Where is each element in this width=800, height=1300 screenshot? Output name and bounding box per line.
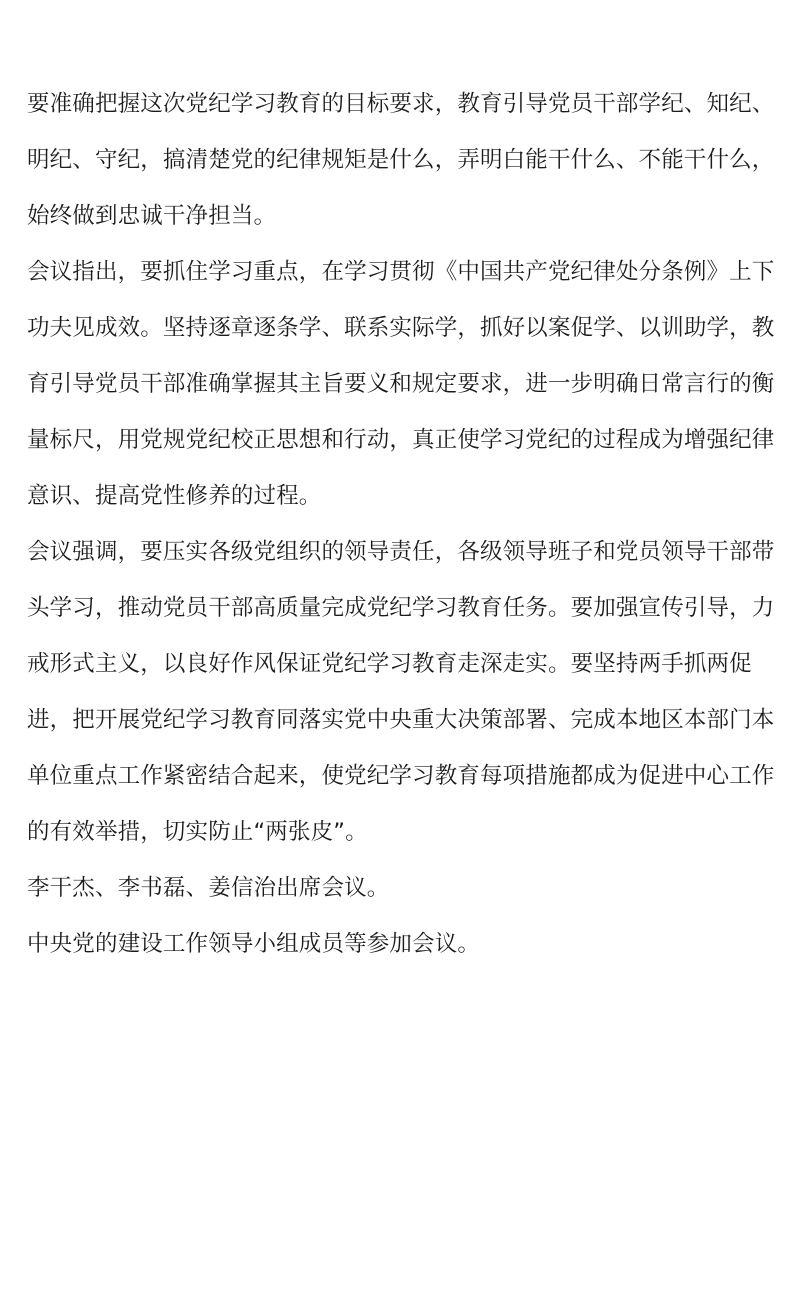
- paragraph-study-focus: 会议指出，要抓住学习重点，在学习贯彻《中国共产党纪律处分条例》上下功夫见成效。坚持逐章逐条学、联系实际学，抓好以案促学、以训助学，教育引导党员干部准确掌握其主旨要义和规定要求，进一步明确日常言行的衡量标尺，用党规党纪校正思想和行动，真正使学习党纪的过程成为增强纪律意识、提高党性修养的过程。: [27, 259, 775, 509]
- paragraph-participants: 中央党的建设工作领导小组成员等参加会议。: [27, 931, 481, 957]
- paragraph-discipline-goals: 要准确把握这次党纪学习教育的目标要求，教育引导党员干部学纪、知纪、明纪、守纪，搞清楚党的纪律规矩是什么，弄明白能干什么、不能干什么，始终做到忠诚干净担当。: [27, 91, 775, 229]
- paragraph-attendees: 李干杰、李书磊、姜信治出席会议。: [27, 875, 390, 901]
- paragraph-leadership-responsibility: 会议强调，要压实各级党组织的领导责任，各级领导班子和党员领导干部带头学习，推动党员干部高质量完成党纪学习教育任务。要加强宣传引导，力戒形式主义，以良好作风保证党纪学习教育走深走实。要坚持两手抓两促进，把开展党纪学习教育同落实党中央重大决策部署、完成本地区本部门本单位重点工作紧密结合起来，使党纪学习教育每项措施都成为促进中心工作的有效举措，切实防止“两张皮”。: [27, 539, 775, 845]
- article-body: [27, 76, 777, 972]
